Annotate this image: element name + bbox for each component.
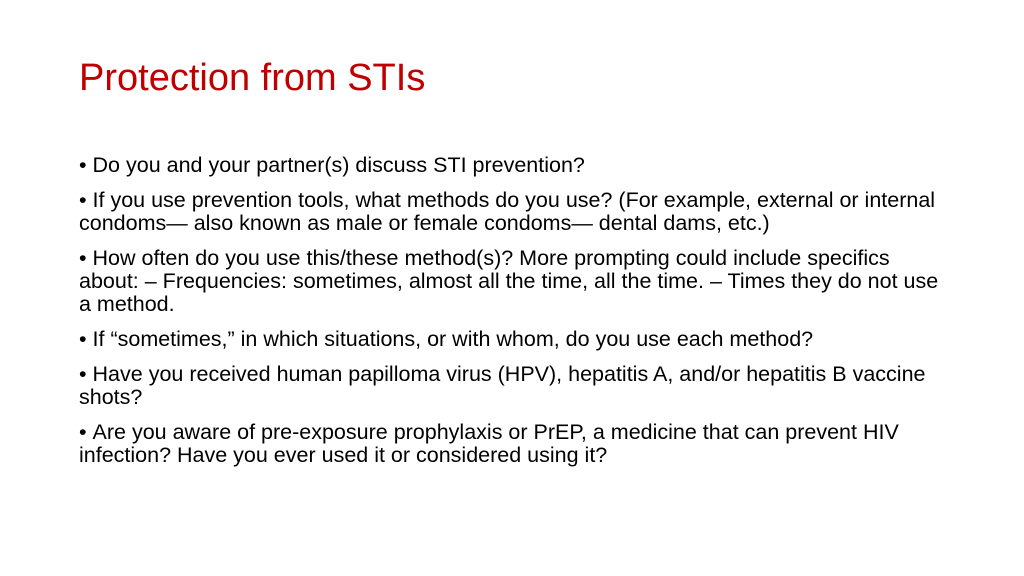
bullet-item (79, 154, 939, 177)
bullet-text: If you use prevention tools, what methods do you use? (For example, external or internal condoms— also known as male or female condoms— dental dams, etc.) (79, 188, 936, 235)
bullet-item (79, 247, 939, 316)
bullet-marker: • (79, 327, 87, 351)
bullet-text: If “sometimes,” in which situations, or with whom, do you use each method? (92, 327, 814, 351)
bullet-item (79, 421, 939, 467)
bullet-item (79, 363, 939, 409)
bullet-marker: • (79, 153, 87, 177)
bullet-list (79, 154, 939, 479)
bullet-marker: • (79, 420, 87, 444)
bullet-text: How often do you use this/these method(s)? More prompting could include specifics about: – Frequencies: sometimes, almost all the time, all the time. – Times they do not use a method. (79, 246, 939, 316)
bullet-item (79, 328, 939, 351)
bullet-marker: • (79, 362, 87, 386)
slide-title: Protection from STIs (79, 57, 426, 99)
bullet-marker: • (79, 188, 87, 212)
bullet-item (79, 189, 939, 235)
bullet-marker: • (79, 246, 87, 270)
bullet-text: Are you aware of pre-exposure prophylaxis or PrEP, a medicine that can prevent HIV infection? Have you ever used it or considered using it? (79, 420, 899, 467)
bullet-text: Have you received human papilloma virus (HPV), hepatitis A, and/or hepatitis B vaccine shots? (79, 362, 926, 409)
bullet-text: Do you and your partner(s) discuss STI prevention? (92, 153, 585, 177)
